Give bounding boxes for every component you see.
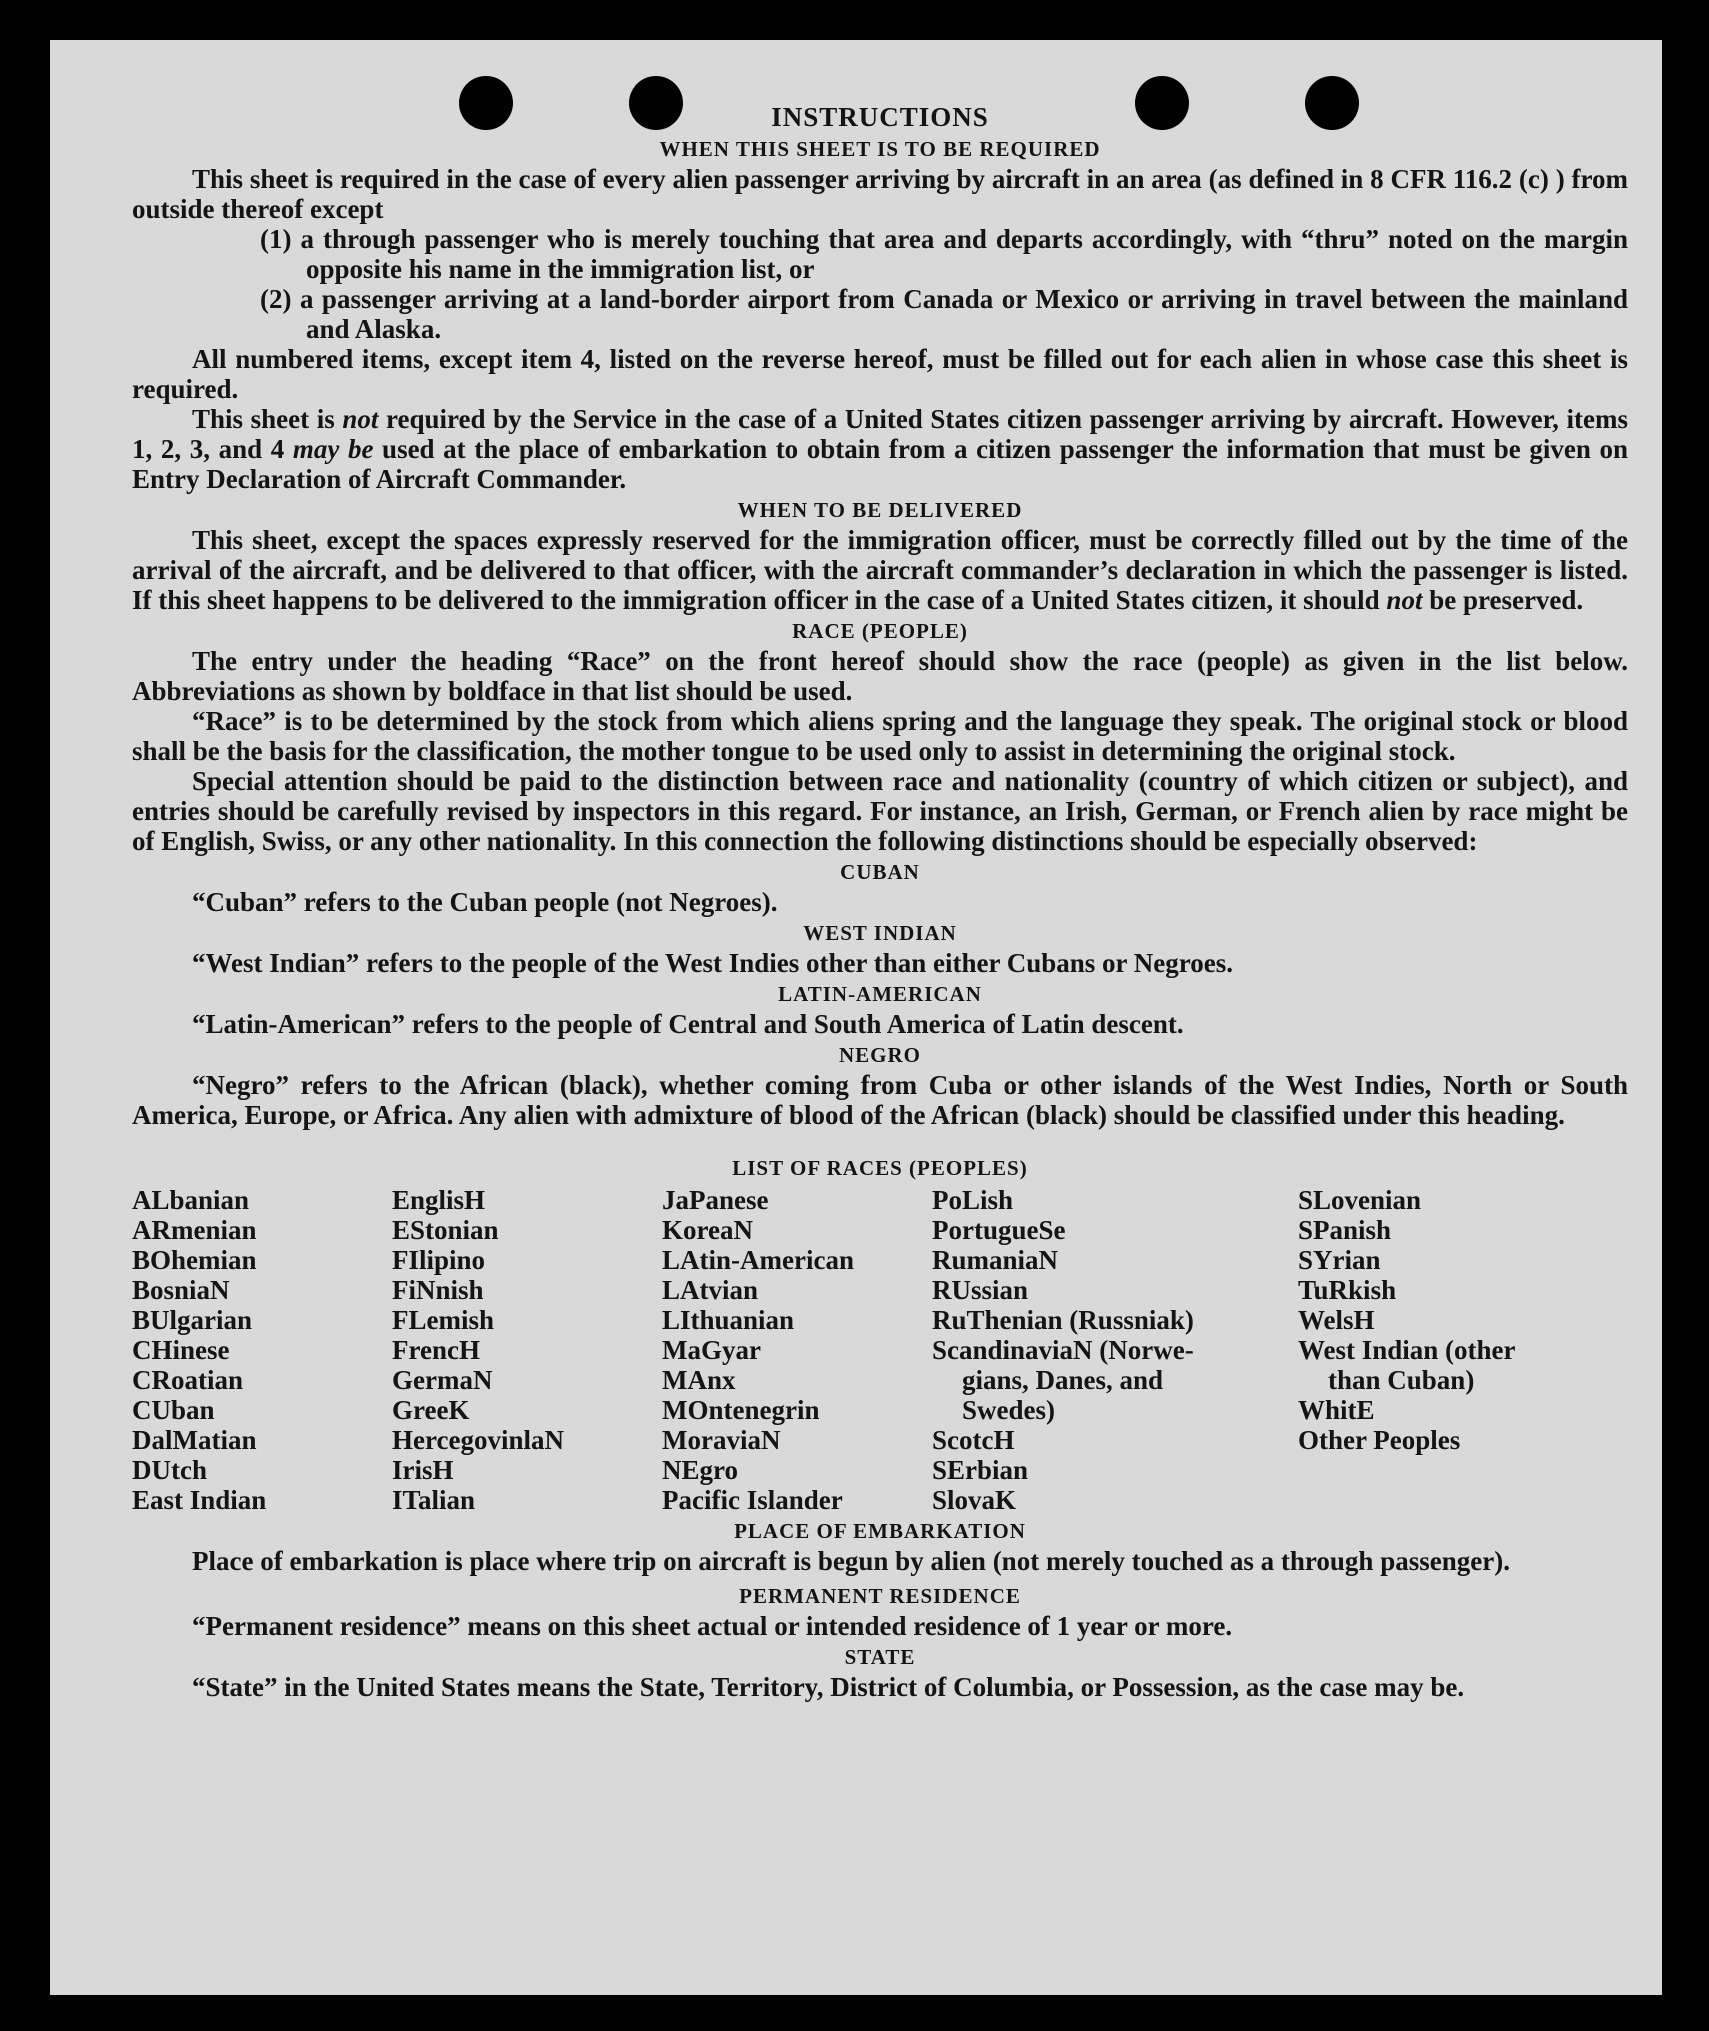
paragraph: Special attention should be paid to the distinction between race and nationality (country of which citizen or subject), and entries should be carefully revised by inspectors in this regard. For instance, an Irish, German, or French alien by race might be of English, Swiss, or any other nationality. In this connection the following distinctions should be especially observed: bbox=[132, 766, 1628, 856]
list-item: WhitE bbox=[1298, 1395, 1375, 1425]
section-heading-latin-american: LATIN-AMERICAN bbox=[778, 982, 982, 1006]
section-heading-when-required: WHEN THIS SHEET IS TO BE REQUIRED bbox=[659, 137, 1101, 161]
list-item: (2) a passenger arriving at a land-border airport from Canada or Mexico or arriving in travel between the mainland and Alaska. bbox=[260, 284, 1628, 344]
paragraph: “Latin-American” refers to the people of Central and South America of Latin descent. bbox=[192, 1009, 1184, 1039]
list-item: RumaniaN bbox=[932, 1245, 1059, 1275]
list-item: FIlipino bbox=[392, 1245, 486, 1275]
faint-footer-bleedthrough bbox=[200, 1945, 1500, 1965]
list-item: ITalian bbox=[392, 1485, 476, 1515]
section-heading-when-delivered: WHEN TO BE DELIVERED bbox=[737, 498, 1023, 522]
section-heading-state: STATE bbox=[844, 1645, 916, 1669]
list-item: BOhemian bbox=[132, 1245, 257, 1275]
list-item: RUssian bbox=[932, 1275, 1029, 1305]
section-heading-embarkation: PLACE OF EMBARKATION bbox=[734, 1519, 1026, 1543]
list-item: HercegovinlaN bbox=[392, 1425, 564, 1455]
list-item: LAtvian bbox=[662, 1275, 759, 1305]
list-item: JaPanese bbox=[662, 1185, 769, 1215]
paragraph: “Race” is to be determined by the stock from which aliens spring and the language they speak. The original stock or blood shall be the basis for the classification, the mother tongue to be used only to assist in determining the original stock. bbox=[132, 706, 1628, 766]
list-item: East Indian bbox=[132, 1485, 267, 1515]
list-item: (1) a through passenger who is merely touching that area and departs accordingly, with “thru” noted on the margin opposite his name in the immigration list, or bbox=[260, 224, 1628, 284]
list-item: GermaN bbox=[392, 1365, 493, 1395]
list-item: West Indian (other bbox=[1298, 1335, 1516, 1365]
paragraph: “State” in the United States means the State, Territory, District of Columbia, or Possession, as the case may be. bbox=[192, 1672, 1465, 1702]
list-item: than Cuban) bbox=[1328, 1365, 1475, 1395]
list-item: gians, Danes, and bbox=[962, 1365, 1164, 1395]
section-heading-list-of-races: LIST OF RACES (PEOPLES) bbox=[732, 1156, 1028, 1180]
list-item: PoLish bbox=[932, 1185, 1014, 1215]
list-item: MoraviaN bbox=[662, 1425, 781, 1455]
list-item: SErbian bbox=[932, 1455, 1029, 1485]
races-column-1 bbox=[132, 1185, 392, 1515]
list-item: EStonian bbox=[392, 1215, 499, 1245]
list-item: NEgro bbox=[662, 1455, 739, 1485]
races-column-3 bbox=[662, 1185, 932, 1515]
list-item: MAnx bbox=[662, 1365, 736, 1395]
list-item: MaGyar bbox=[662, 1335, 761, 1365]
section-heading-residence: PERMANENT RESIDENCE bbox=[739, 1584, 1021, 1608]
list-item: GreeK bbox=[392, 1395, 470, 1425]
paragraph: All numbered items, except item 4, listed on the reverse hereof, must be filled out for each alien in whose case this sheet is required. bbox=[132, 344, 1628, 404]
instructions-content bbox=[132, 102, 1628, 1702]
list-item: EnglisH bbox=[392, 1185, 486, 1215]
list-item: RuThenian (Russniak) bbox=[932, 1305, 1194, 1335]
races-column-5 bbox=[1298, 1185, 1598, 1515]
section-heading-west-indian: WEST INDIAN bbox=[803, 921, 957, 945]
list-item: Swedes) bbox=[962, 1395, 1055, 1425]
list-item: BUlgarian bbox=[132, 1305, 253, 1335]
list-item: Pacific Islander bbox=[662, 1485, 843, 1515]
list-item: KoreaN bbox=[662, 1215, 753, 1245]
list-item: ARmenian bbox=[132, 1215, 257, 1245]
list-item: FiNnish bbox=[392, 1275, 484, 1305]
paragraph: The entry under the heading “Race” on the front hereof should show the race (people) as given in the list below. Abbreviations as shown by boldface in that list should be used. bbox=[132, 646, 1628, 706]
page-title: INSTRUCTIONS bbox=[771, 102, 989, 132]
races-column-2 bbox=[392, 1185, 662, 1515]
list-item: SPanish bbox=[1298, 1215, 1392, 1245]
list-item: CUban bbox=[132, 1395, 215, 1425]
paragraph: “Cuban” refers to the Cuban people (not Negroes). bbox=[192, 887, 778, 917]
list-item: WelsH bbox=[1298, 1305, 1375, 1335]
list-item: TuRkish bbox=[1298, 1275, 1397, 1305]
list-item: DalMatian bbox=[132, 1425, 257, 1455]
paragraph: Place of embarkation is place where trip on aircraft is begun by alien (not merely touched as a through passenger). bbox=[192, 1546, 1510, 1576]
list-item: CHinese bbox=[132, 1335, 230, 1365]
document-page bbox=[50, 40, 1662, 1995]
paragraph: This sheet is not required by the Service in the case of a United States citizen passenger arriving by aircraft. However, items 1, 2, 3, and 4 may be used at the place of embarkation to obtain from a citizen passenger the information that must be given on Entry Declaration of Aircraft Commander. bbox=[132, 404, 1628, 494]
list-item: Other Peoples bbox=[1298, 1425, 1461, 1455]
section-heading-race: RACE (PEOPLE) bbox=[792, 619, 968, 643]
paragraph: “West Indian” refers to the people of the West Indies other than either Cubans or Negroes. bbox=[192, 948, 1234, 978]
list-item: FrencH bbox=[392, 1335, 480, 1365]
list-item: DUtch bbox=[132, 1455, 207, 1485]
races-column-4 bbox=[932, 1185, 1298, 1515]
list-item: BosniaN bbox=[132, 1275, 230, 1305]
paragraph: This sheet is required in the case of every alien passenger arriving by aircraft in an area (as defined in 8 CFR 116.2 (c) ) from outside thereof except bbox=[132, 164, 1628, 224]
paragraph: This sheet, except the spaces expressly reserved for the immigration officer, must be correctly filled out by the time of the arrival of the aircraft, and be delivered to that officer, with the aircraft commander’s declaration in which the passenger is listed. If this sheet happens to be delivered to the immigration officer in the case of a United States citizen, it should not be preserved. bbox=[132, 525, 1628, 615]
paragraph: “Permanent residence” means on this sheet actual or intended residence of 1 year or more. bbox=[192, 1611, 1233, 1641]
list-item: SYrian bbox=[1298, 1245, 1381, 1275]
section-heading-cuban: CUBAN bbox=[840, 860, 920, 884]
list-item: LAtin-American bbox=[662, 1245, 854, 1275]
section-heading-negro: NEGRO bbox=[838, 1043, 921, 1067]
list-item: SlovaK bbox=[932, 1485, 1017, 1515]
list-item: SLovenian bbox=[1298, 1185, 1422, 1215]
list-item: PortugueSe bbox=[932, 1215, 1066, 1245]
list-item: MOntenegrin bbox=[662, 1395, 820, 1425]
list-item: FLemish bbox=[392, 1305, 495, 1335]
list-item: CRoatian bbox=[132, 1365, 244, 1395]
list-item: LIthuanian bbox=[662, 1305, 795, 1335]
paragraph: “Negro” refers to the African (black), whether coming from Cuba or other islands of the West Indies, North or South America, Europe, or Africa. Any alien with admixture of blood of the African (black) should be classified under this heading. bbox=[132, 1070, 1628, 1130]
list-item: IrisH bbox=[392, 1455, 454, 1485]
list-item: ALbanian bbox=[132, 1185, 250, 1215]
list-item: ScandinaviaN (Norwe- bbox=[932, 1335, 1194, 1365]
list-item: ScotcH bbox=[932, 1425, 1015, 1455]
races-list bbox=[132, 1185, 1628, 1515]
